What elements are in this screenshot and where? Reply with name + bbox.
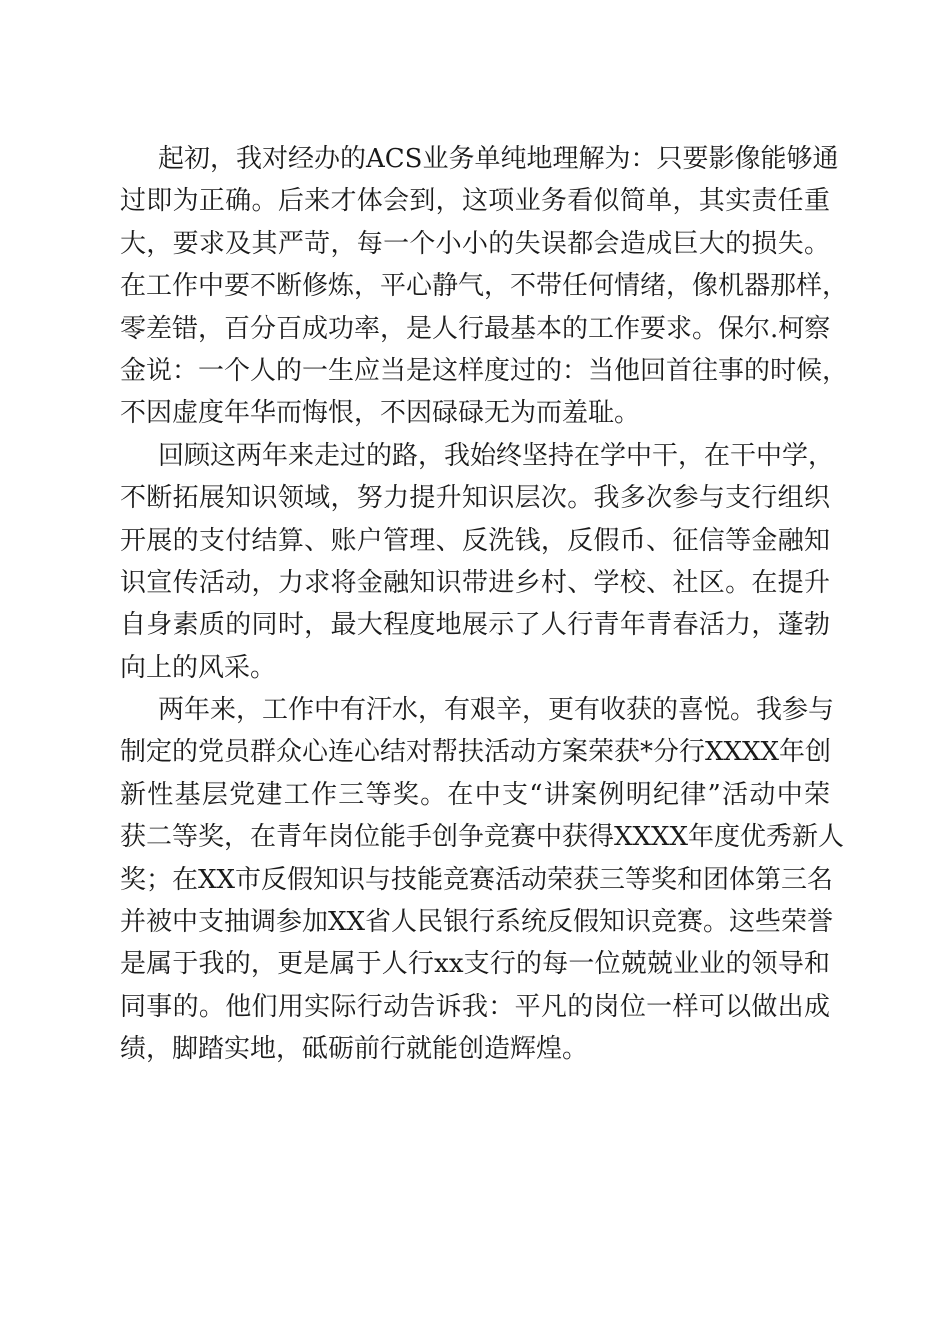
text-line: 同事的。他们用实际行动告诉我：平凡的岗位一样可以做出成 xyxy=(120,991,830,1022)
text-line: 大，要求及其严苛，每一个小小的失误都会造成巨大的损失。 xyxy=(120,228,830,259)
text-line: 在工作中要不断修炼，平心静气，不带任何情绪，像机器那样， xyxy=(120,271,849,302)
text-line: 自身素质的同时，最大程度地展示了人行青年青春活力，蓬勃 xyxy=(120,610,830,641)
text-line: 获二等奖，在青年岗位能手创争竞赛中获得XXXX年度优秀新人 xyxy=(120,822,845,853)
text-line: 零差错，百分百成功率，是人行最基本的工作要求。保尔.柯察 xyxy=(120,313,831,344)
text-line: 金说：一个人的一生应当是这样度过的：当他回首往事的时候， xyxy=(120,355,849,386)
text-line: 新性基层党建工作三等奖。在中支“讲案例明纪律”活动中荣 xyxy=(120,779,830,810)
text-line: 奖；在XX市反假知识与技能竞赛活动荣获三等奖和团体第三名 xyxy=(120,864,834,895)
text-line: 制定的党员群众心连心结对帮扶活动方案荣获*分行XXXX年创 xyxy=(120,737,832,768)
text-line: 过即为正确。后来才体会到，这项业务看似简单，其实责任重 xyxy=(120,186,830,217)
text-line: 识宣传活动，力求将金融知识带进乡村、学校、社区。在提升 xyxy=(120,567,830,598)
text-line: 两年来，工作中有汗水，有艰辛，更有收获的喜悦。我参与 xyxy=(158,695,835,726)
text-line: 绩，脚踏实地，砥砺前行就能创造辉煌。 xyxy=(120,1034,589,1065)
text-line: 并被中支抽调参加XX省人民银行系统反假知识竞赛。这些荣誉 xyxy=(120,907,834,938)
text-line: 回顾这两年来走过的路，我始终坚持在学中干，在干中学， xyxy=(158,440,835,471)
text-line: 开展的支付结算、账户管理、反洗钱，反假币、征信等金融知 xyxy=(120,525,830,556)
text-line: 起初，我对经办的ACS业务单纯地理解为：只要影像能够通 xyxy=(158,144,839,174)
text-line: 不断拓展知识领域，努力提升知识层次。我多次参与支行组织 xyxy=(120,483,830,514)
text-line: 不因虚度年华而悔恨，不因碌碌无为而羞耻。 xyxy=(120,398,641,429)
text-line: 向上的风采。 xyxy=(120,652,277,683)
document-body xyxy=(120,138,849,1071)
text-line: 是属于我的，更是属于人行xx支行的每一位兢兢业业的领导和 xyxy=(120,949,830,980)
